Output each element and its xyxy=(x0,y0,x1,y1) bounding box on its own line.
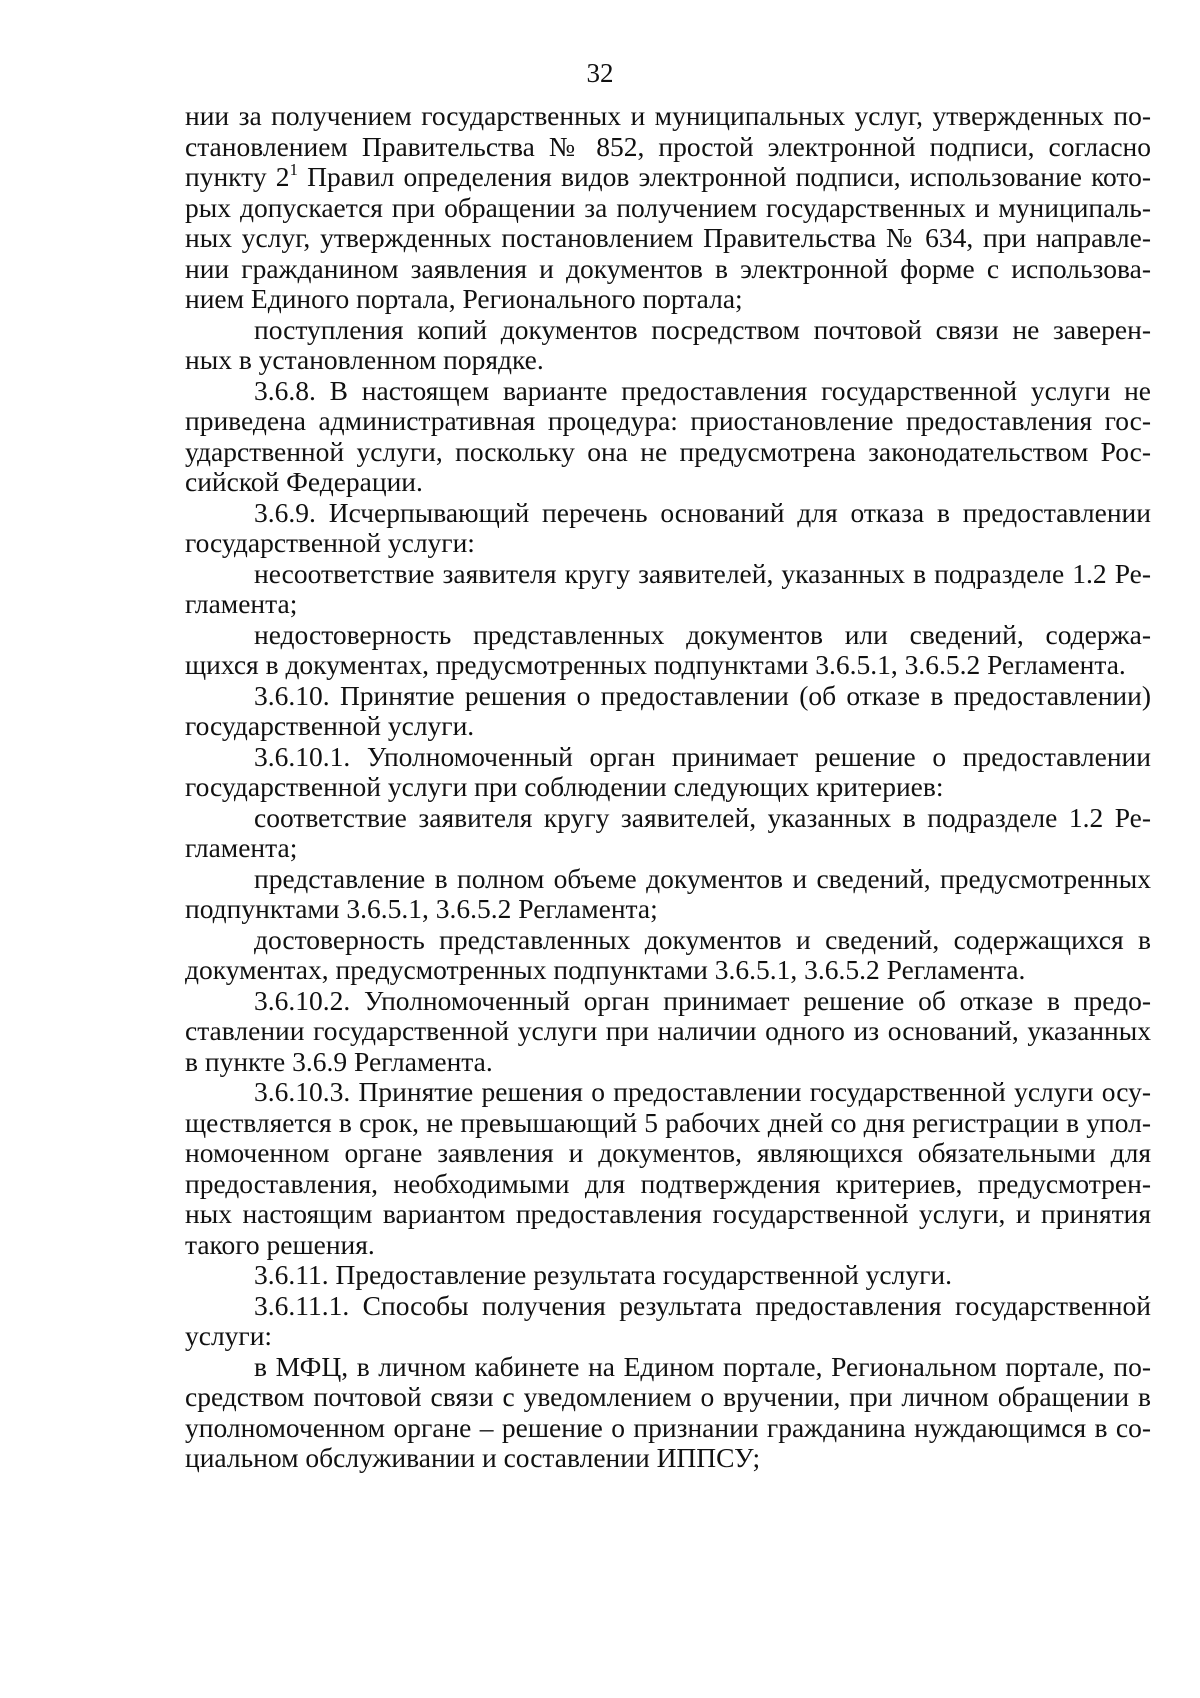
text-line: нием Единого портала, Регионального портала; xyxy=(185,284,743,314)
text-line: нии гражданином заявления и документов в электронной форме с использова- xyxy=(185,253,1151,284)
text-line: нии за получением государственных и муниципальных услуг, утвержденных по- xyxy=(185,101,1151,131)
text-line: в пункте 3.6.9 Регламента. xyxy=(185,1046,493,1077)
text-line: документах, предусмотренных подпунктами 3.6.5.1, 3.6.5.2 Регламента. xyxy=(185,955,1026,985)
text-line: государственной услуги. xyxy=(185,711,475,741)
text-fragment: Правил определения видов электронной подписи, использование кото- xyxy=(298,162,1151,192)
paragraph-start: 3.6.9. Исчерпывающий перечень оснований для отказа в предоставлении xyxy=(254,497,1151,528)
paragraph-start: достоверность представленных документов и сведений, содержащихся в xyxy=(254,924,1151,955)
text-line: ударственной услуги, поскольку она не предусмотрена законодательством Рос- xyxy=(185,436,1151,467)
paragraph-start: в МФЦ, в личном кабинете на Едином портале, Региональном портале, по- xyxy=(254,1351,1151,1382)
paragraph-start: несоответствие заявителя кругу заявителей, указанных в подразделе 1.2 Ре- xyxy=(254,558,1151,589)
text-line: циальном обслуживании и составлении ИППСУ; xyxy=(185,1443,761,1473)
text-line: ных в установленном порядке. xyxy=(185,345,544,375)
text-fragment: пункту 2 xyxy=(185,162,290,192)
text-line: номоченном органе заявления и документов, являющихся обязательными для xyxy=(185,1138,1151,1168)
text-line: средством почтовой связи с уведомлением о вручении, при личном обращении в xyxy=(185,1382,1151,1412)
text-line: сийской Федерации. xyxy=(185,467,423,497)
paragraph-start: представление в полном объеме документов и сведений, предусмотренных xyxy=(254,863,1151,894)
text-line: государственной услуги при соблюдении следующих критериев: xyxy=(185,772,944,802)
paragraph-start: 3.6.10.1. Уполномоченный орган принимает решение о предоставлении xyxy=(254,741,1151,772)
superscript-index: 1 xyxy=(289,162,298,179)
paragraph-start: 3.6.10.3. Принятие решения о предоставлении государственной услуги осу- xyxy=(254,1077,1151,1107)
paragraph-start: 3.6.8. В настоящем варианте предоставления государственной услуги не xyxy=(254,375,1151,406)
text-line: рых допускается при обращении за получением государственных и муниципаль- xyxy=(185,192,1151,223)
text-line: ществляется в срок, не превышающий 5 рабочих дней со дня регистрации в упол- xyxy=(185,1107,1151,1138)
paragraph-start: 3.6.10. Принятие решения о предоставлении (об отказе в предоставлении) xyxy=(254,680,1151,711)
paragraph-start: недостоверность представленных документов или сведений, содержа- xyxy=(254,619,1151,650)
text-line: государственной услуги: xyxy=(185,528,475,558)
text-line: щихся в документах, предусмотренных подпунктами 3.6.5.1, 3.6.5.2 Регламента. xyxy=(185,650,1126,680)
text-line: гламента; xyxy=(185,589,298,619)
text-line: становлением Правительства № 852, простой электронной подписи, согласно xyxy=(185,131,1151,162)
text-line: гламента; xyxy=(185,833,298,863)
text-line: услуги: xyxy=(185,1321,273,1351)
paragraph-start: 3.6.11. Предоставление результата государственной услуги. xyxy=(254,1260,952,1290)
text-line xyxy=(185,162,1151,193)
text-line: ных настоящим вариантом предоставления государственной услуги, и принятия xyxy=(185,1199,1151,1229)
paragraph-start: поступления копий документов посредством почтовой связи не заверен- xyxy=(254,314,1151,345)
text-line: ставлении государственной услуги при наличии одного из оснований, указанных xyxy=(185,1016,1151,1046)
text-line: ных услуг, утвержденных постановлением Правительства № 634, при направле- xyxy=(185,223,1151,253)
paragraph-start: 3.6.11.1. Способы получения результата предоставления государственной xyxy=(254,1290,1151,1321)
paragraph-start: соответствие заявителя кругу заявителей, указанных в подразделе 1.2 Ре- xyxy=(254,802,1151,833)
text-line: уполномоченном органе – решение о признании гражданина нуждающимся в со- xyxy=(185,1412,1151,1443)
document-body xyxy=(185,101,1151,1474)
paragraph-start: 3.6.10.2. Уполномоченный орган принимает решение об отказе в предо- xyxy=(254,985,1151,1016)
text-line: подпунктами 3.6.5.1, 3.6.5.2 Регламента; xyxy=(185,894,658,924)
text-line: предоставления, необходимыми для подтверждения критериев, предусмотрен- xyxy=(185,1168,1151,1199)
page-number: 32 xyxy=(586,58,614,88)
text-line: такого решения. xyxy=(185,1229,375,1260)
text-line: приведена административная процедура: приостановление предоставления гос- xyxy=(185,406,1151,436)
